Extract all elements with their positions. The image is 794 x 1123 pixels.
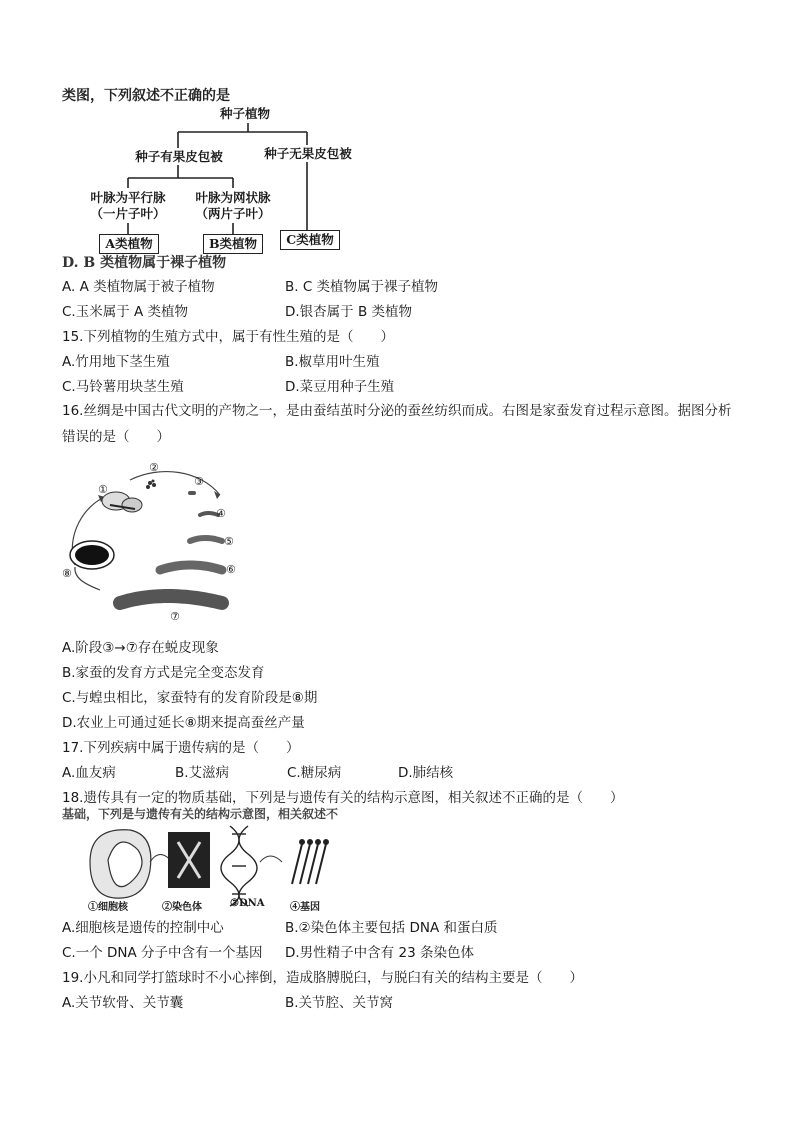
tree-box-a: A类植物	[99, 234, 159, 254]
q19-stem: 19.小凡和同学打篮球时不小心摔倒，造成胳膊脱臼，与脱臼有关的结构主要是（ ）	[62, 970, 583, 986]
q19-option-b[interactable]: B.关节腔、关节窝	[285, 995, 394, 1011]
q16-option-b[interactable]: B.家蚕的发育方式是完全变态发育	[62, 665, 265, 681]
stage-label-5: ⑤	[224, 535, 234, 548]
q14-option-c[interactable]: C.玉米属于 A 类植物	[62, 304, 189, 320]
tree-leaf-a-desc-2: （一片子叶）	[90, 206, 166, 221]
stage-label-8: ⑧	[62, 567, 72, 580]
q14-option-b[interactable]: B. C 类植物属于裸子植物	[285, 279, 439, 295]
larva-3-icon	[188, 491, 196, 495]
stage-label-7: ⑦	[170, 610, 180, 623]
q16-option-c[interactable]: C.与蝗虫相比，家蚕特有的发育阶段是⑧期	[62, 690, 318, 706]
q18-option-c[interactable]: C.一个 DNA 分子中含有一个基因	[62, 945, 263, 961]
tree-leaf-b-desc-2: （两片子叶）	[195, 206, 271, 221]
q17-option-b[interactable]: B.艾滋病	[175, 765, 230, 781]
dna-helix-icon	[221, 826, 257, 906]
tree-connector-lines	[0, 0, 794, 270]
q18-option-a[interactable]: A.细胞核是遗传的控制中心	[62, 920, 224, 936]
q19-option-a[interactable]: A.关节软骨、关节囊	[62, 995, 184, 1011]
caption-chromosome: ②染色体	[162, 902, 202, 913]
heredity-structure-diagram	[80, 822, 340, 912]
chromosome-icon	[168, 832, 210, 888]
q14-option-a[interactable]: A. A 类植物属于被子植物	[62, 279, 215, 295]
q15-stem: 15.下列植物的生殖方式中，属于有性生殖的是（ ）	[62, 329, 394, 345]
larva-6-icon	[160, 565, 222, 570]
tree-box-c: C类植物	[280, 230, 340, 250]
eggs-icon	[146, 480, 156, 490]
q17-option-a[interactable]: A.血友病	[62, 765, 116, 781]
caption-nucleus: ①细胞核	[88, 902, 128, 913]
q18-option-d[interactable]: D.男性精子中含有 23 条染色体	[285, 945, 474, 961]
nucleus-icon	[90, 830, 151, 898]
q18-cut-text: 基础，下列是与遗传有关的结构示意图，相关叙述不	[62, 807, 339, 821]
caption-dna: ③DNA	[230, 898, 265, 909]
tree-root-label: 种子植物	[219, 106, 270, 121]
tree-box-b: B类植物	[203, 234, 263, 254]
q15-option-d[interactable]: D.菜豆用种子生殖	[285, 379, 395, 395]
gene-strands-icon	[292, 840, 328, 884]
q14-cut-top-text: 类图，下列叙述不正确的是	[62, 88, 230, 104]
stage-label-6: ⑥	[226, 563, 236, 576]
q15-option-a[interactable]: A.竹用地下茎生殖	[62, 354, 170, 370]
q17-stem: 17.下列疾病中属于遗传病的是（ ）	[62, 740, 300, 756]
q14-cut-bottom-text: D. B 类植物属于裸子植物	[62, 255, 227, 271]
moth-icon	[102, 492, 142, 512]
tree-leaf-b-desc-1: 叶脉为网状脉	[195, 190, 271, 205]
larva-7-icon	[120, 596, 222, 603]
q18-stem: 18.遗传具有一定的物质基础，下列是与遗传有关的结构示意图，相关叙述不正确的是（ ）	[62, 790, 624, 806]
q17-option-d[interactable]: D.肺结核	[398, 765, 454, 781]
stage-label-4: ④	[216, 507, 226, 520]
stage-label-3: ③	[194, 475, 204, 488]
larva-5-icon	[190, 538, 222, 541]
q17-option-c[interactable]: C.糖尿病	[287, 765, 342, 781]
tree-right-branch-label: 种子无果皮包被	[264, 146, 352, 161]
q16-stem: 16.丝绸是中国古代文明的产物之一，是由蚕结茧时分泌的蚕丝纺织而成。右图是家蚕发育过程示意图。据图分析错误的是（ ）	[62, 403, 732, 445]
silkworm-lifecycle-diagram	[60, 455, 250, 630]
caption-gene: ④基因	[290, 902, 320, 913]
stage-label-2: ②	[149, 461, 159, 474]
silkworm-cycle-drawing	[60, 455, 250, 630]
q18-option-b[interactable]: B.②染色体主要包括 DNA 和蛋白质	[285, 920, 498, 936]
q15-option-b[interactable]: B.椒草用叶生殖	[285, 354, 380, 370]
q15-option-c[interactable]: C.马铃薯用块茎生殖	[62, 379, 184, 395]
q14-option-d[interactable]: D.银杏属于 B 类植物	[285, 304, 413, 320]
q16-option-a[interactable]: A.阶段③→⑦存在蜕皮现象	[62, 640, 219, 656]
tree-leaf-a-desc-1: 叶脉为平行脉	[90, 190, 166, 205]
tree-left-branch-label: 种子有果皮包被	[135, 149, 223, 164]
q16-option-d[interactable]: D.农业上可通过延长⑧期来提高蚕丝产量	[62, 715, 305, 731]
stage-label-1: ①	[98, 483, 108, 496]
